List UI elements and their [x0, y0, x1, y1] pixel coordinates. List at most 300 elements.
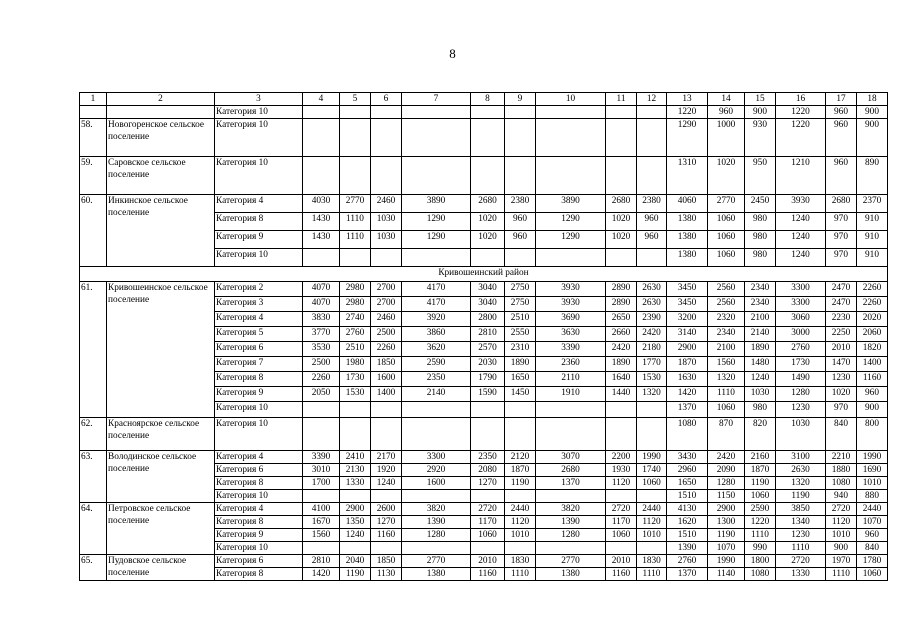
price-cell: 1790: [471, 372, 505, 387]
price-cell: 1080: [667, 418, 708, 451]
table-row: [80, 503, 888, 516]
price-cell: [371, 249, 402, 267]
price-cell: 970: [826, 231, 857, 249]
price-cell: 960: [826, 119, 857, 157]
price-cell: 1700: [303, 477, 340, 490]
table-row: [80, 282, 888, 297]
price-cell: [303, 490, 340, 503]
price-cell: 2550: [505, 327, 536, 342]
price-cell: 2010: [606, 555, 637, 568]
price-cell: 1320: [708, 372, 745, 387]
price-cell: [340, 157, 371, 195]
price-cell: 2750: [505, 297, 536, 312]
price-cell: 2060: [857, 327, 888, 342]
price-cell: 980: [745, 402, 776, 418]
price-cell: 2500: [371, 327, 402, 342]
price-cell: 1870: [745, 464, 776, 477]
price-cell: 1370: [536, 477, 606, 490]
price-cell: [637, 106, 667, 119]
price-cell: [303, 106, 340, 119]
price-cell: 3890: [402, 195, 471, 213]
price-cell: [637, 402, 667, 418]
price-cell: [402, 157, 471, 195]
price-cell: [371, 402, 402, 418]
price-cell: 2260: [857, 297, 888, 312]
price-cell: 1060: [708, 213, 745, 231]
price-cell: 2010: [471, 555, 505, 568]
price-cell: [606, 542, 637, 555]
price-cell: 2770: [708, 195, 745, 213]
price-cell: 1770: [637, 357, 667, 372]
price-cell: 1980: [340, 357, 371, 372]
price-cell: 1140: [708, 568, 745, 581]
settlement-number: 58.: [80, 119, 107, 157]
price-cell: 1110: [776, 542, 826, 555]
price-cell: 1800: [745, 555, 776, 568]
price-cell: 1850: [371, 555, 402, 568]
table-row: [80, 157, 888, 195]
price-cell: 2340: [745, 282, 776, 297]
price-cell: 3930: [776, 195, 826, 213]
price-cell: [340, 490, 371, 503]
price-cell: 3530: [303, 342, 340, 357]
tariff-table: [79, 92, 888, 581]
price-cell: 2100: [708, 342, 745, 357]
category-label: Категория 8: [215, 372, 303, 387]
price-cell: 1190: [745, 477, 776, 490]
price-cell: 1740: [637, 464, 667, 477]
price-cell: [637, 490, 667, 503]
price-cell: 1010: [826, 529, 857, 542]
price-cell: 1380: [667, 231, 708, 249]
price-cell: 1830: [637, 555, 667, 568]
price-cell: 1510: [667, 529, 708, 542]
price-cell: 2420: [708, 451, 745, 464]
price-cell: 880: [857, 490, 888, 503]
settlement-name: Пудовское сельское поселение: [107, 555, 215, 581]
price-cell: 3620: [402, 342, 471, 357]
settlement-name: Петровское сельское поселение: [107, 503, 215, 555]
price-cell: 980: [745, 213, 776, 231]
price-cell: 900: [857, 119, 888, 157]
price-cell: 2440: [857, 503, 888, 516]
price-cell: 1110: [340, 213, 371, 231]
price-cell: 870: [708, 418, 745, 451]
settlement-name: [107, 106, 215, 119]
price-cell: 2680: [606, 195, 637, 213]
price-cell: 1890: [505, 357, 536, 372]
price-cell: 1170: [471, 516, 505, 529]
price-cell: 1060: [606, 529, 637, 542]
price-cell: 1330: [340, 477, 371, 490]
price-cell: [303, 249, 340, 267]
price-cell: 2340: [708, 327, 745, 342]
price-cell: [606, 418, 637, 451]
price-cell: 3450: [667, 282, 708, 297]
price-cell: 3770: [303, 327, 340, 342]
price-cell: 1300: [708, 516, 745, 529]
price-cell: 1290: [536, 231, 606, 249]
price-cell: 2900: [667, 342, 708, 357]
category-label: Категория 10: [215, 249, 303, 267]
price-cell: 2800: [471, 312, 505, 327]
column-number: 2: [107, 93, 215, 106]
price-cell: 1110: [505, 568, 536, 581]
price-cell: 2810: [303, 555, 340, 568]
price-cell: [505, 418, 536, 451]
price-cell: 1600: [402, 477, 471, 490]
price-cell: [340, 402, 371, 418]
price-cell: 1480: [745, 357, 776, 372]
category-label: Категория 2: [215, 282, 303, 297]
price-cell: [471, 106, 505, 119]
price-cell: 1390: [536, 516, 606, 529]
price-cell: 2450: [745, 195, 776, 213]
price-cell: [606, 157, 637, 195]
settlement-number: 63.: [80, 451, 107, 503]
price-cell: 3140: [667, 327, 708, 342]
price-cell: 940: [826, 490, 857, 503]
price-cell: 1160: [606, 568, 637, 581]
price-cell: 2160: [745, 451, 776, 464]
price-cell: 2700: [371, 297, 402, 312]
price-cell: [402, 119, 471, 157]
price-cell: 890: [857, 157, 888, 195]
price-cell: 1290: [402, 231, 471, 249]
price-cell: [536, 542, 606, 555]
price-cell: 4070: [303, 282, 340, 297]
price-cell: 1190: [340, 568, 371, 581]
price-cell: 1420: [667, 387, 708, 402]
price-cell: 1690: [857, 464, 888, 477]
price-cell: [340, 119, 371, 157]
price-cell: 1110: [745, 529, 776, 542]
category-label: Категория 6: [215, 342, 303, 357]
category-label: Категория 10: [215, 402, 303, 418]
price-cell: 3890: [536, 195, 606, 213]
price-cell: 2980: [340, 297, 371, 312]
price-cell: 1030: [776, 418, 826, 451]
price-cell: 1490: [776, 372, 826, 387]
category-label: Категория 7: [215, 357, 303, 372]
price-cell: 2320: [708, 312, 745, 327]
price-cell: 1280: [776, 387, 826, 402]
price-cell: [303, 542, 340, 555]
price-cell: 1630: [667, 372, 708, 387]
price-cell: [371, 119, 402, 157]
price-cell: 2630: [637, 297, 667, 312]
price-cell: 960: [826, 106, 857, 119]
price-cell: [371, 157, 402, 195]
price-cell: 3820: [536, 503, 606, 516]
price-cell: 2390: [637, 312, 667, 327]
price-cell: 1340: [776, 516, 826, 529]
price-cell: [606, 119, 637, 157]
price-cell: [371, 106, 402, 119]
price-cell: 3300: [776, 297, 826, 312]
settlement-number: 64.: [80, 503, 107, 555]
table-row: [80, 119, 888, 157]
price-cell: 1000: [708, 119, 745, 157]
price-cell: 2980: [340, 282, 371, 297]
settlement-number: 61.: [80, 282, 107, 418]
column-number-row: [80, 93, 888, 106]
price-cell: 980: [745, 231, 776, 249]
price-cell: [536, 402, 606, 418]
settlement-name: Инкинское сельское поселение: [107, 195, 215, 267]
price-cell: 4030: [303, 195, 340, 213]
price-cell: [371, 490, 402, 503]
price-cell: [340, 418, 371, 451]
price-cell: 3930: [536, 297, 606, 312]
price-cell: [402, 249, 471, 267]
price-cell: 1730: [340, 372, 371, 387]
price-cell: 4170: [402, 297, 471, 312]
price-cell: 2440: [637, 503, 667, 516]
price-cell: 2050: [303, 387, 340, 402]
price-cell: 1110: [708, 387, 745, 402]
price-cell: 1280: [536, 529, 606, 542]
price-cell: 1020: [471, 231, 505, 249]
price-cell: 2770: [340, 195, 371, 213]
price-cell: 1210: [776, 157, 826, 195]
category-label: Категория 9: [215, 387, 303, 402]
price-cell: 2210: [826, 451, 857, 464]
price-cell: 2900: [340, 503, 371, 516]
category-label: Категория 3: [215, 297, 303, 312]
price-cell: [402, 106, 471, 119]
price-cell: 1190: [776, 490, 826, 503]
price-cell: [371, 542, 402, 555]
price-cell: [505, 119, 536, 157]
price-cell: [505, 490, 536, 503]
price-cell: 1820: [857, 342, 888, 357]
price-cell: 3040: [471, 297, 505, 312]
price-cell: 960: [857, 387, 888, 402]
price-cell: 1290: [536, 213, 606, 231]
price-cell: 1530: [340, 387, 371, 402]
price-cell: 950: [745, 157, 776, 195]
price-cell: 1370: [667, 568, 708, 581]
price-cell: 1620: [667, 516, 708, 529]
price-cell: 2960: [667, 464, 708, 477]
price-cell: 2030: [471, 357, 505, 372]
price-cell: 970: [826, 213, 857, 231]
price-cell: 1290: [667, 119, 708, 157]
column-number: 10: [536, 93, 606, 106]
price-cell: 1870: [505, 464, 536, 477]
price-cell: 2350: [402, 372, 471, 387]
price-cell: 2310: [505, 342, 536, 357]
price-cell: 1120: [606, 477, 637, 490]
price-cell: 2460: [371, 312, 402, 327]
price-cell: 3060: [776, 312, 826, 327]
price-cell: 1020: [606, 231, 637, 249]
price-cell: 1850: [371, 357, 402, 372]
settlement-number: [80, 106, 107, 119]
category-label: Категория 4: [215, 312, 303, 327]
category-label: Категория 6: [215, 464, 303, 477]
price-cell: 2360: [536, 357, 606, 372]
price-cell: 1160: [471, 568, 505, 581]
price-cell: 3390: [536, 342, 606, 357]
price-cell: [637, 418, 667, 451]
price-cell: [303, 157, 340, 195]
price-cell: 1380: [667, 213, 708, 231]
price-cell: 2600: [371, 503, 402, 516]
price-cell: 2370: [857, 195, 888, 213]
price-cell: 910: [857, 249, 888, 267]
price-cell: 2420: [606, 342, 637, 357]
price-cell: 1380: [402, 568, 471, 581]
settlement-name: Кривошеинское сельское поселение: [107, 282, 215, 418]
price-cell: 1990: [637, 451, 667, 464]
column-number: 18: [857, 93, 888, 106]
price-cell: 1280: [708, 477, 745, 490]
price-cell: [637, 157, 667, 195]
price-cell: 960: [505, 231, 536, 249]
settlement-number: 59.: [80, 157, 107, 195]
price-cell: [471, 418, 505, 451]
price-cell: 2410: [340, 451, 371, 464]
price-cell: 980: [745, 249, 776, 267]
price-cell: 3820: [402, 503, 471, 516]
price-cell: 4060: [667, 195, 708, 213]
price-cell: 2560: [708, 282, 745, 297]
price-cell: 1030: [371, 231, 402, 249]
price-cell: 1330: [776, 568, 826, 581]
column-number: 4: [303, 93, 340, 106]
category-label: Категория 10: [215, 106, 303, 119]
price-cell: 1220: [776, 106, 826, 119]
price-cell: 1400: [857, 357, 888, 372]
price-cell: 2170: [371, 451, 402, 464]
price-cell: [637, 119, 667, 157]
price-cell: 1870: [667, 357, 708, 372]
price-cell: 960: [505, 213, 536, 231]
settlement-name: Саровское сельское поселение: [107, 157, 215, 195]
price-cell: 910: [857, 213, 888, 231]
price-cell: 960: [637, 213, 667, 231]
price-cell: 2680: [826, 195, 857, 213]
category-label: Категория 4: [215, 195, 303, 213]
price-cell: 1020: [606, 213, 637, 231]
price-cell: 1060: [708, 402, 745, 418]
price-cell: 3010: [303, 464, 340, 477]
price-cell: 1110: [637, 568, 667, 581]
column-number: 9: [505, 93, 536, 106]
column-number: 1: [80, 93, 107, 106]
price-cell: 1380: [667, 249, 708, 267]
price-cell: 2130: [340, 464, 371, 477]
price-cell: 2650: [606, 312, 637, 327]
price-cell: 1390: [667, 542, 708, 555]
price-cell: [505, 402, 536, 418]
price-cell: 1990: [857, 451, 888, 464]
price-cell: 1160: [371, 529, 402, 542]
price-cell: 1110: [340, 231, 371, 249]
price-cell: [536, 418, 606, 451]
price-cell: 2010: [826, 342, 857, 357]
price-cell: 2260: [371, 342, 402, 357]
price-cell: [505, 106, 536, 119]
price-cell: 2120: [505, 451, 536, 464]
price-cell: 1290: [402, 213, 471, 231]
price-cell: 2380: [637, 195, 667, 213]
price-cell: [340, 106, 371, 119]
price-cell: 1020: [708, 157, 745, 195]
price-cell: 1400: [371, 387, 402, 402]
price-cell: 2570: [471, 342, 505, 357]
price-cell: 2100: [745, 312, 776, 327]
price-cell: [471, 490, 505, 503]
settlement-number: 60.: [80, 195, 107, 267]
price-cell: 1320: [637, 387, 667, 402]
price-cell: 3040: [471, 282, 505, 297]
price-cell: [402, 402, 471, 418]
price-cell: 2680: [471, 195, 505, 213]
price-cell: 3100: [776, 451, 826, 464]
price-cell: 2760: [776, 342, 826, 357]
price-cell: 1080: [826, 477, 857, 490]
price-cell: 1020: [826, 387, 857, 402]
price-cell: 1240: [776, 249, 826, 267]
price-cell: 1590: [471, 387, 505, 402]
price-cell: 1880: [826, 464, 857, 477]
price-cell: 1650: [667, 477, 708, 490]
price-cell: 1310: [667, 157, 708, 195]
column-number: 14: [708, 93, 745, 106]
price-cell: 1020: [471, 213, 505, 231]
category-label: Категория 6: [215, 555, 303, 568]
column-number: 3: [215, 93, 303, 106]
price-cell: 2250: [826, 327, 857, 342]
table-row: [80, 418, 888, 451]
price-cell: 2660: [606, 327, 637, 342]
column-number: 15: [745, 93, 776, 106]
category-label: Категория 10: [215, 119, 303, 157]
price-cell: 2470: [826, 282, 857, 297]
price-cell: 1010: [637, 529, 667, 542]
category-label: Категория 8: [215, 477, 303, 490]
price-cell: 2900: [708, 503, 745, 516]
price-cell: [471, 402, 505, 418]
price-cell: 2260: [857, 282, 888, 297]
price-cell: 1390: [402, 516, 471, 529]
price-cell: 1990: [708, 555, 745, 568]
price-cell: 990: [745, 542, 776, 555]
price-cell: 2110: [536, 372, 606, 387]
price-cell: [340, 249, 371, 267]
price-cell: [606, 402, 637, 418]
category-label: Категория 9: [215, 529, 303, 542]
price-cell: 1470: [826, 357, 857, 372]
price-cell: 2420: [637, 327, 667, 342]
category-label: Категория 4: [215, 503, 303, 516]
price-cell: [505, 542, 536, 555]
price-cell: 2760: [340, 327, 371, 342]
price-cell: 3200: [667, 312, 708, 327]
price-cell: 960: [826, 157, 857, 195]
price-cell: 3070: [536, 451, 606, 464]
price-cell: 1650: [505, 372, 536, 387]
price-cell: 2720: [606, 503, 637, 516]
price-cell: 960: [637, 231, 667, 249]
price-cell: 1230: [826, 372, 857, 387]
price-cell: [505, 249, 536, 267]
price-cell: 960: [708, 106, 745, 119]
price-cell: 900: [745, 106, 776, 119]
